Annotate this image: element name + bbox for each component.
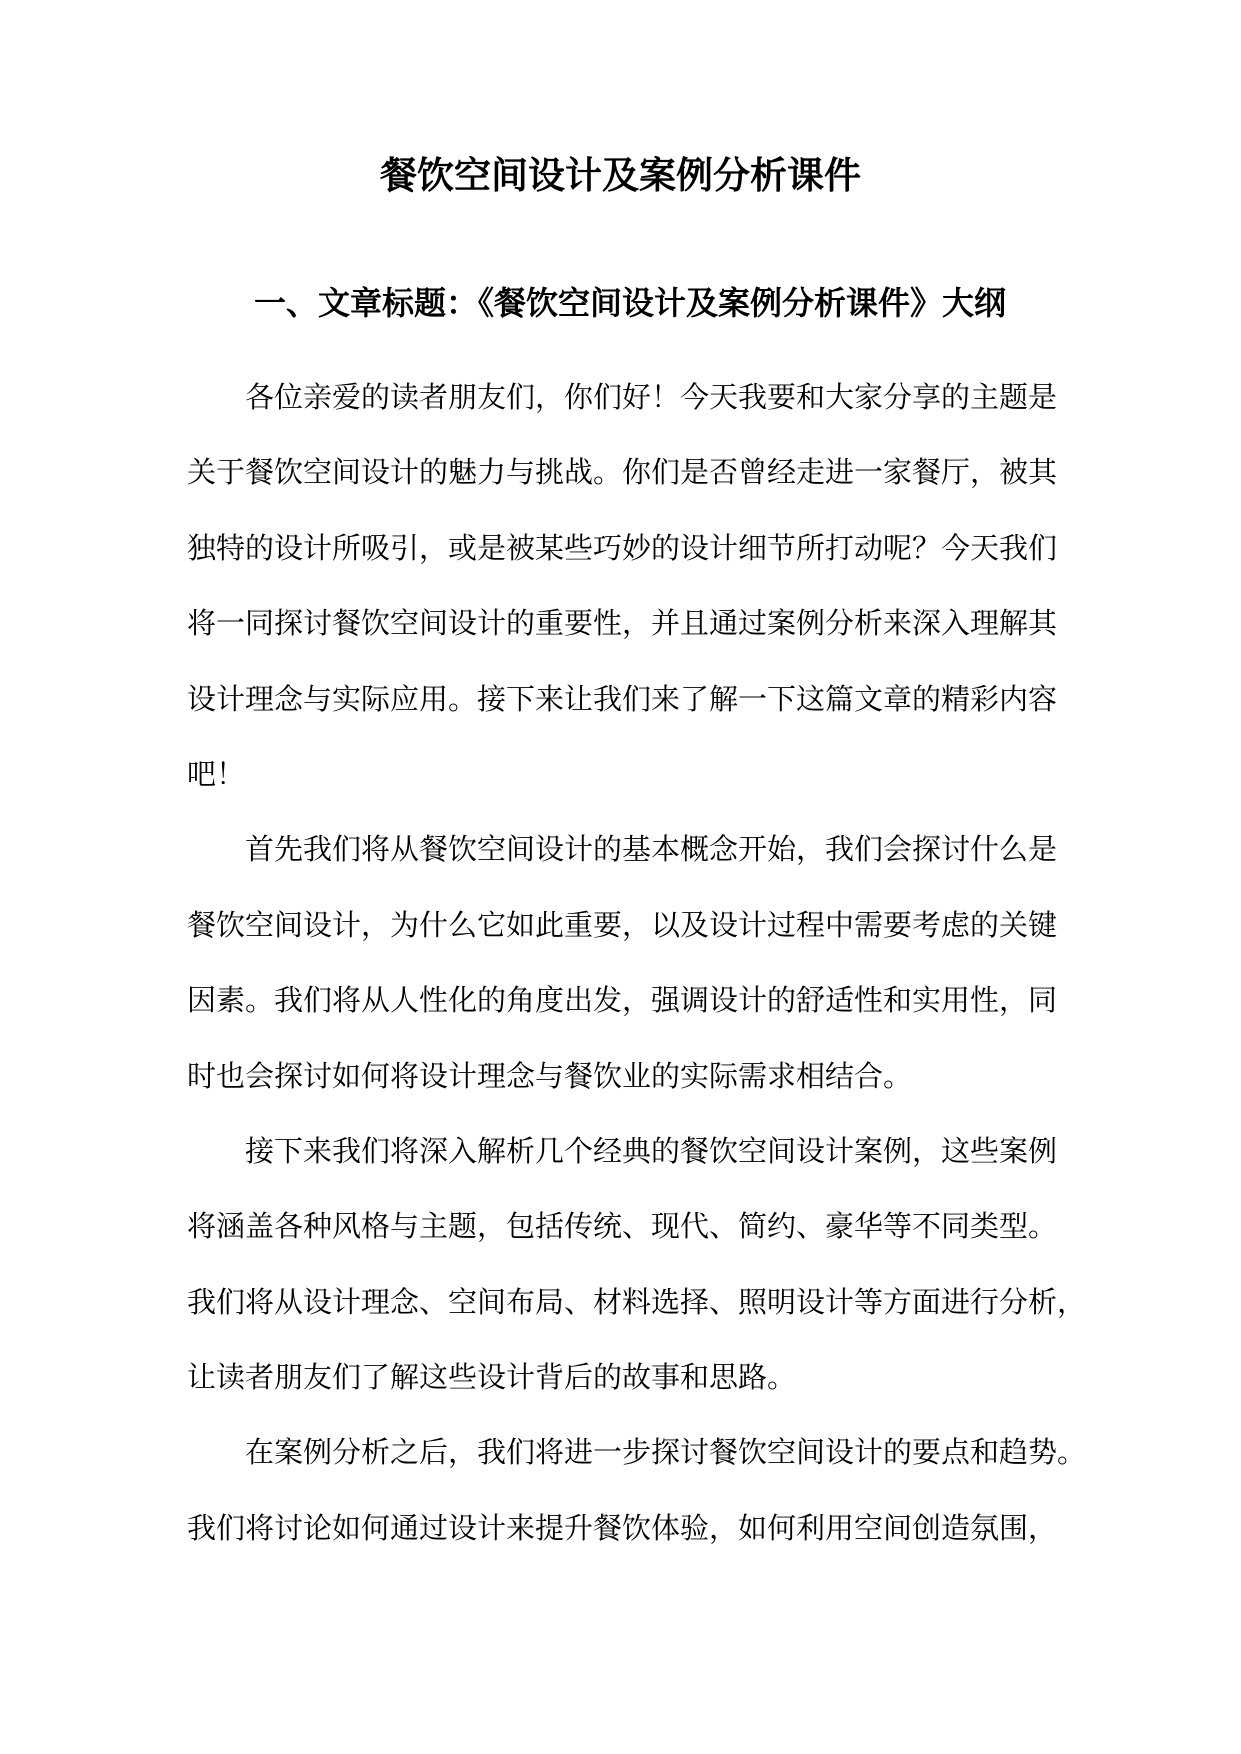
paragraph-line: 将涵盖各种风格与主题，包括传统、现代、简约、豪华等不同类型。 — [187, 1209, 1058, 1244]
paragraph-line: 餐饮空间设计，为什么它如此重要，以及设计过程中需要考虑的关键 — [187, 907, 1058, 942]
paragraph-line: 各位亲爱的读者朋友们，你们好！今天我要和大家分享的主题是 — [245, 380, 1058, 414]
paragraph-3 — [187, 1114, 1087, 1416]
document-body — [187, 360, 1087, 1566]
paragraph-line: 关于餐饮空间设计的魅力与挑战。你们是否曾经走进一家餐厅，被其 — [187, 455, 1058, 490]
paragraph-line: 首先我们将从餐饮空间设计的基本概念开始，我们会探讨什么是 — [245, 832, 1058, 867]
paragraph-line: 独特的设计所吸引，或是被某些巧妙的设计细节所打动呢？今天我们 — [187, 530, 1058, 565]
paragraph-line: 我们将从设计理念、空间布局、材料选择、照明设计等方面进行分析， — [187, 1284, 1087, 1319]
paragraph-line: 时也会探讨如何将设计理念与餐饮业的实际需求相结合。 — [187, 1058, 913, 1093]
section-heading: 一、文章标题：《餐饮空间设计及案例分析课件》大纲 — [254, 284, 1007, 322]
paragraph-1 — [187, 360, 1057, 812]
paragraph-line: 让读者朋友们了解这些设计背后的故事和思路。 — [187, 1360, 797, 1395]
paragraph-line: 我们将讨论如何通过设计来提升餐饮体验，如何利用空间创造氛围， — [187, 1510, 1058, 1545]
paragraph-line: 设计理念与实际应用。接下来让我们来了解一下这篇文章的精彩内容 — [187, 681, 1058, 716]
paragraph-line: 在案例分析之后，我们将进一步探讨餐饮空间设计的要点和趋势。 — [245, 1435, 1087, 1470]
paragraph-line: 接下来我们将深入解析几个经典的餐饮空间设计案例，这些案例 — [245, 1133, 1058, 1168]
document-title: 餐饮空间设计及案例分析课件 — [380, 154, 861, 197]
paragraph-line: 吧！ — [187, 756, 246, 791]
paragraph-2 — [187, 812, 1057, 1114]
paragraph-line: 将一同探讨餐饮空间设计的重要性，并且通过案例分析来深入理解其 — [187, 606, 1058, 641]
paragraph-4 — [187, 1415, 1087, 1566]
paragraph-line: 因素。我们将从人性化的角度出发，强调设计的舒适性和实用性，同 — [187, 983, 1058, 1018]
